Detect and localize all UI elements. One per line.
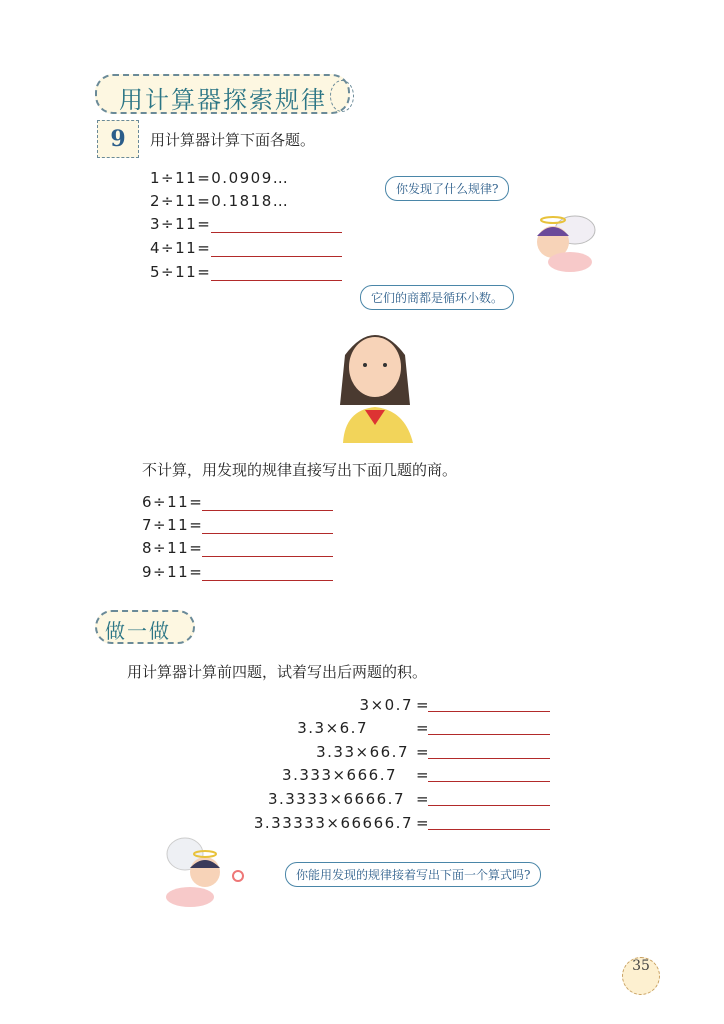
practice-instruction: 用计算器计算前四题，试着写出后两题的积。 bbox=[127, 663, 428, 681]
equation: 7÷11= bbox=[142, 516, 204, 534]
speech-bubble-girl: 它们的商都是循环小数。 bbox=[360, 285, 514, 310]
answer-line[interactable] bbox=[428, 758, 550, 759]
speech-bubble-angel-2: 你能用发现的规律接着写出下面一个算式吗? bbox=[285, 862, 541, 887]
section-title: 用计算器探索规律 bbox=[119, 86, 327, 114]
answer-line[interactable] bbox=[202, 580, 333, 581]
angel-illustration-icon bbox=[515, 200, 600, 285]
girl-illustration-icon bbox=[325, 315, 425, 445]
product-expression: 3.3333×6666.7 bbox=[267, 790, 405, 808]
answer-line[interactable] bbox=[211, 256, 342, 257]
answer-line[interactable] bbox=[428, 734, 550, 735]
example-number: 9 bbox=[97, 120, 139, 158]
product-expression: 3.3×6.7 bbox=[297, 719, 368, 737]
equals-sign: = bbox=[416, 696, 431, 714]
product-expression: 3.33333×66666.7 bbox=[253, 814, 413, 832]
answer-line[interactable] bbox=[428, 781, 550, 782]
answer-line[interactable] bbox=[211, 232, 342, 233]
answer-line[interactable] bbox=[428, 829, 550, 830]
example-instruction: 用计算器计算下面各题。 bbox=[150, 131, 316, 149]
equation: 8÷11= bbox=[142, 539, 204, 557]
practice-title: 做一做 bbox=[105, 619, 171, 643]
equation: 2÷11=0.1818… bbox=[150, 192, 290, 210]
followup-instruction: 不计算，用发现的规律直接写出下面几题的商。 bbox=[142, 461, 458, 479]
section-title-banner bbox=[95, 74, 350, 114]
product-expression: 3.333×666.7 bbox=[282, 766, 397, 784]
equals-sign: = bbox=[416, 719, 431, 737]
equation: 3÷11= bbox=[150, 215, 212, 233]
speech-bubble-angel: 你发现了什么规律? bbox=[385, 176, 509, 201]
equation: 6÷11= bbox=[142, 493, 204, 511]
page-number: 35 bbox=[622, 957, 660, 995]
answer-line[interactable] bbox=[428, 711, 550, 712]
product-expression: 3.33×66.7 bbox=[316, 743, 409, 761]
equation: 1÷11=0.0909… bbox=[150, 169, 290, 187]
equation: 4÷11= bbox=[150, 239, 212, 257]
equals-sign: = bbox=[416, 814, 431, 832]
equals-sign: = bbox=[416, 790, 431, 808]
answer-line[interactable] bbox=[202, 510, 333, 511]
angel-flying-illustration-icon bbox=[150, 832, 250, 914]
equals-sign: = bbox=[416, 766, 431, 784]
equation: 9÷11= bbox=[142, 563, 204, 581]
answer-line[interactable] bbox=[202, 533, 333, 534]
scroll-decoration-icon bbox=[330, 80, 354, 112]
answer-line[interactable] bbox=[211, 280, 342, 281]
answer-line[interactable] bbox=[428, 805, 550, 806]
equals-sign: = bbox=[416, 743, 431, 761]
practice-badge bbox=[95, 610, 195, 644]
answer-line[interactable] bbox=[202, 556, 333, 557]
product-expression: 3×0.7 bbox=[359, 696, 413, 714]
equation: 5÷11= bbox=[150, 263, 212, 281]
